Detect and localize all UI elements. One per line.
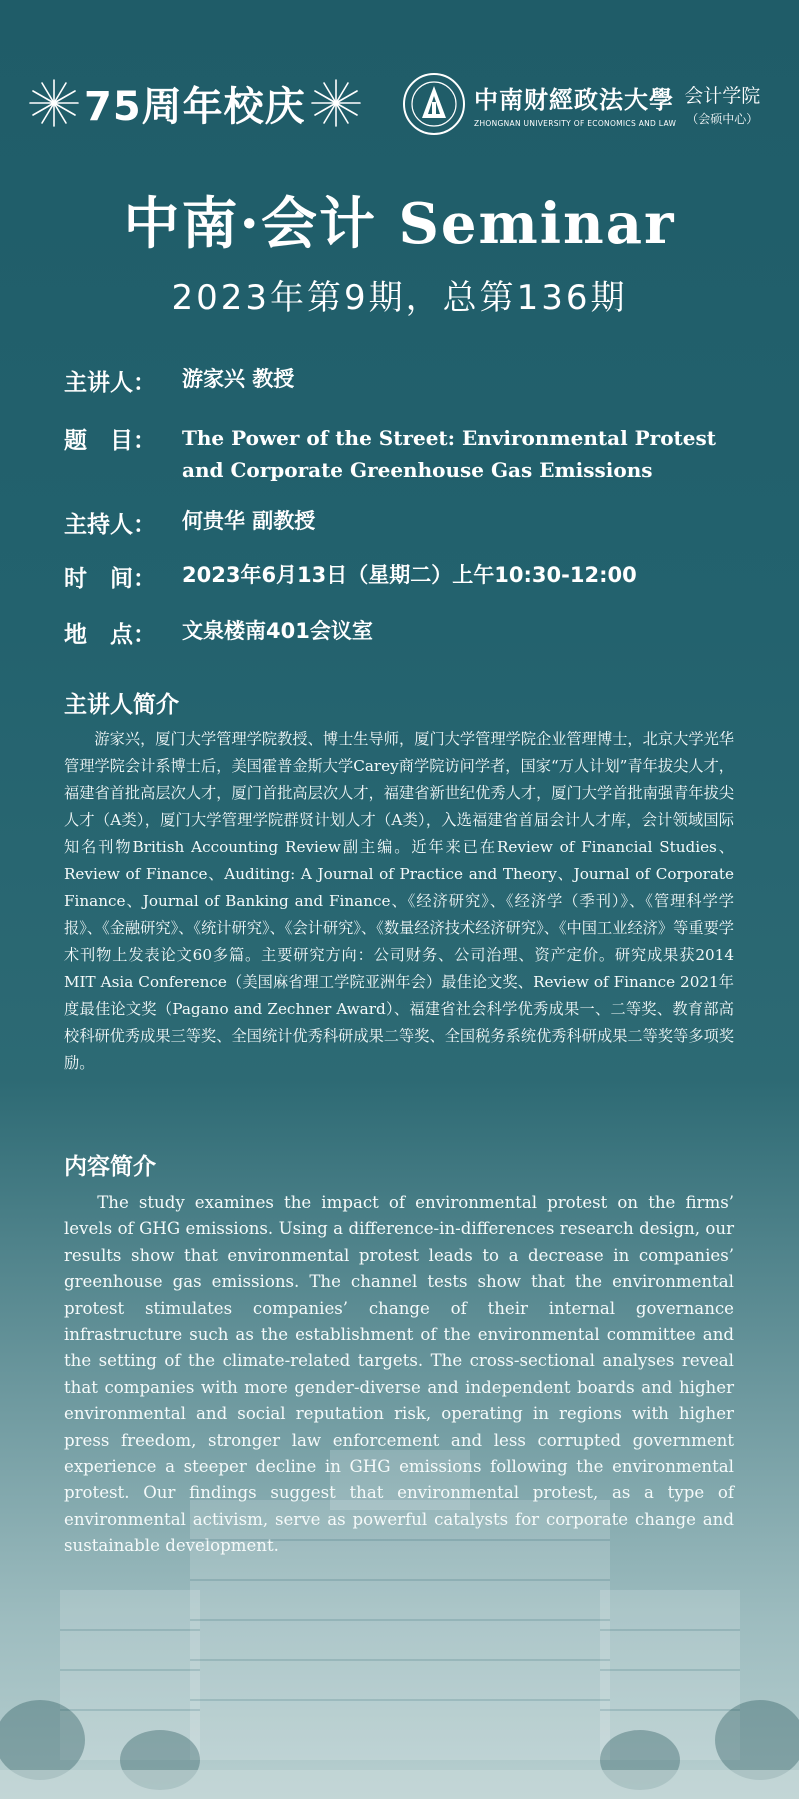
university-seal-icon bbox=[402, 72, 466, 136]
topic-row bbox=[64, 422, 762, 486]
university-name-en: ZHONGNAN UNIVERSITY OF ECONOMICS AND LAW bbox=[474, 119, 677, 128]
place-value: 文泉楼南401会议室 bbox=[182, 619, 373, 643]
content-intro-text: The study examines the impact of environmental protest on the firms’ levels of GHG emissions. Using a difference-in-differences research design, our results show that environmental protest leads to a decrease in companies’ greenhouse gas emissions. The channel tests show that the environmental protest stimulates companies’ change of their internal governance infrastructure such as the establishment of the environmental committee and the setting of the climate-related targets. The cross-sectional analyses reveal that companies with more gender-diverse and independent boards and higher environmental and social reputation risk, operating in regions with higher press freedom, stronger law enforcement and less corrupted government experience a steeper decline in GHG emissions following the environmental protest. Our findings suggest that environmental protest, as a type of environmental activism, serve as powerful catalysts for corporate change and sustainable development. bbox=[64, 1193, 734, 1556]
speaker-value: 游家兴 教授 bbox=[182, 367, 295, 391]
department-sub: （会硕中心） bbox=[686, 112, 759, 126]
firework-icon bbox=[24, 78, 80, 128]
department-name: 会计学院 bbox=[684, 85, 761, 107]
anniversary-banner bbox=[24, 78, 366, 128]
university-logo-block bbox=[402, 72, 760, 136]
time-value: 2023年6月13日（星期二）上午10:30-12:00 bbox=[182, 563, 637, 587]
time-label: 时 间： bbox=[64, 566, 156, 592]
speaker-label: 主讲人： bbox=[64, 370, 156, 396]
host-value: 何贵华 副教授 bbox=[182, 509, 316, 533]
poster-header bbox=[0, 70, 799, 140]
place-label: 地 点： bbox=[64, 622, 156, 648]
firework-icon bbox=[310, 78, 366, 128]
seminar-title: 中南·会计 Seminar bbox=[123, 191, 676, 257]
host-label: 主持人： bbox=[64, 512, 156, 538]
campus-building-illustration bbox=[0, 1440, 799, 1799]
issue-number: 2023年第9期，总第136期 bbox=[171, 278, 628, 318]
department-block bbox=[684, 81, 760, 127]
topic-label: 题 目： bbox=[64, 428, 156, 454]
place-row bbox=[64, 616, 373, 649]
university-names bbox=[474, 80, 676, 128]
time-row bbox=[64, 560, 637, 593]
host-row bbox=[64, 506, 315, 539]
topic-value: The Power of the Street: Environmental Protest and Corporate Greenhouse Gas Emissions bbox=[182, 426, 717, 482]
content-intro-heading: 内容简介 bbox=[64, 1154, 156, 1180]
university-name-cn: 中南财經政法大學 bbox=[474, 85, 674, 114]
anniversary-text: 75周年校庆 bbox=[84, 83, 306, 130]
speaker-intro-heading: 主讲人简介 bbox=[64, 692, 179, 718]
speaker-intro-text: 游家兴，厦门大学管理学院教授、博士生导师，厦门大学管理学院企业管理博士，北京大学光华管理学院会计系博士后，美国霍普金斯大学Carey商学院访问学者，国家“万人计划”青年拔尖人才，福建省首批高层次人才，厦门首批高层次人才，福建省新世纪优秀人才，厦门大学首批南强青年拔尖人才（A类），厦门大学管理学院群贤计划人才（A类），入选福建省首届会计人才库，会计领域国际知名刊物British Accounting Review副主编。近年来已在Review of Financial Studies、Review of Finance、Auditing: A Journal of Practice and Theory、Journal of Corporate Finance、Journal of Banking and Finance、《经济研究》、《经济学（季刊）》、《管理科学学报》、《金融研究》、《统计研究》、《会计研究》、《数量经济技术经济研究》、《中国工业经济》等重要学术刊物上发表论文60多篇。主要研究方向：公司财务、公司治理、资产定价。研究成果获2014 MIT Asia Conference（美国麻省理工学院亚洲年会）最佳论文奖、Review of Finance 2021年度最佳论文奖（Pagano and Zechner Award）、福建省社会科学优秀成果一、二等奖、教育部高校科研优秀成果三等奖、全国统计优秀科研成果二等奖、全国税务系统优秀科研成果二等奖等多项奖励。 bbox=[64, 730, 734, 1072]
speaker-row bbox=[64, 364, 294, 397]
